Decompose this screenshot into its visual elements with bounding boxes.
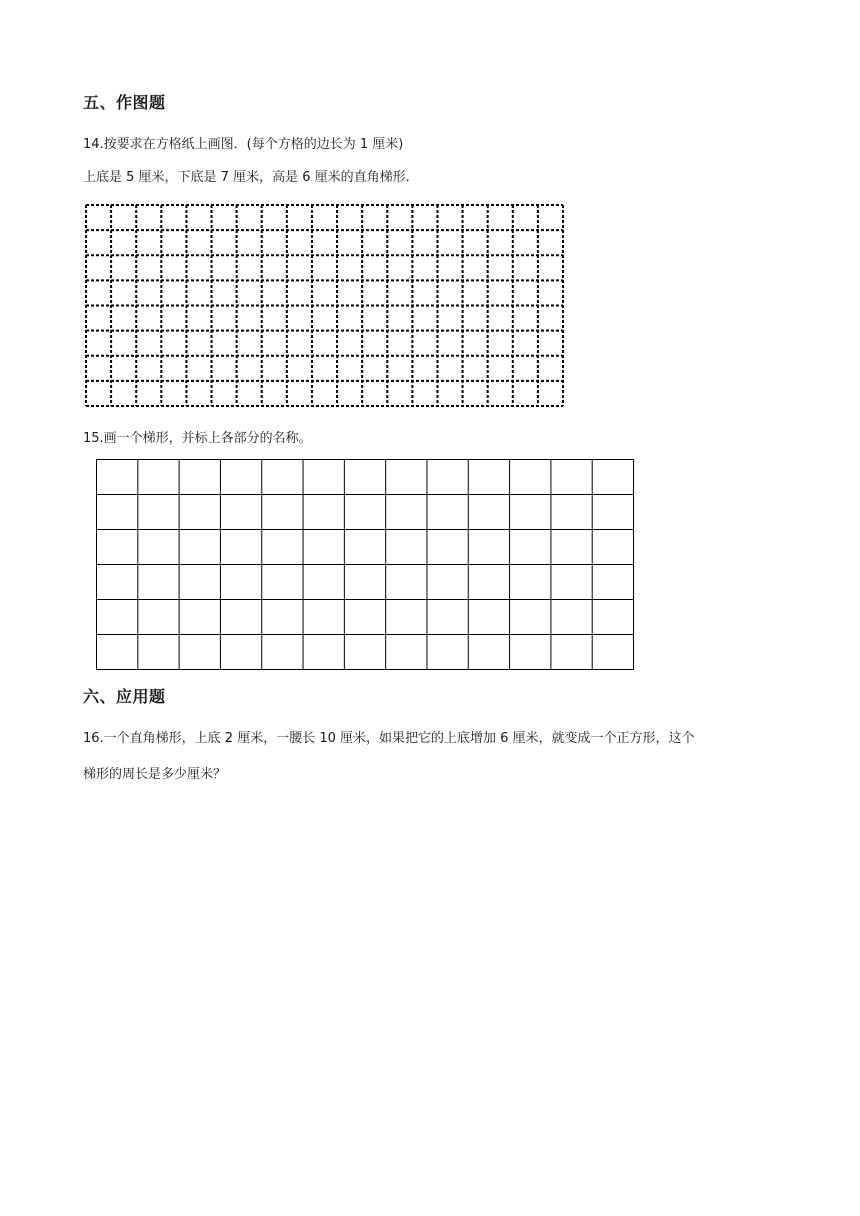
- section-title-application: 六、应用题: [83, 687, 166, 706]
- question-14-task: 上底是 5 厘米，下底是 7 厘米，高是 6 厘米的直角梯形．: [83, 170, 419, 185]
- question-16-line-2: 梯形的周长是多少厘米？: [83, 767, 227, 782]
- dotted-grid-paper[interactable]: [85, 204, 564, 407]
- section-title-drawing: 五、作图题: [83, 93, 166, 112]
- question-14-prompt: 14.按要求在方格纸上画图．(每个方格的边长为 1 厘米): [83, 137, 404, 152]
- question-15-prompt: 15.画一个梯形，并标上各部分的名称。: [83, 431, 312, 446]
- solid-grid-paper[interactable]: [96, 459, 634, 670]
- question-16-line-1: 16.一个直角梯形，上底 2 厘米，一腰长 10 厘米，如果把它的上底增加 6 厘米，就变成一个正方形，这个: [83, 731, 695, 746]
